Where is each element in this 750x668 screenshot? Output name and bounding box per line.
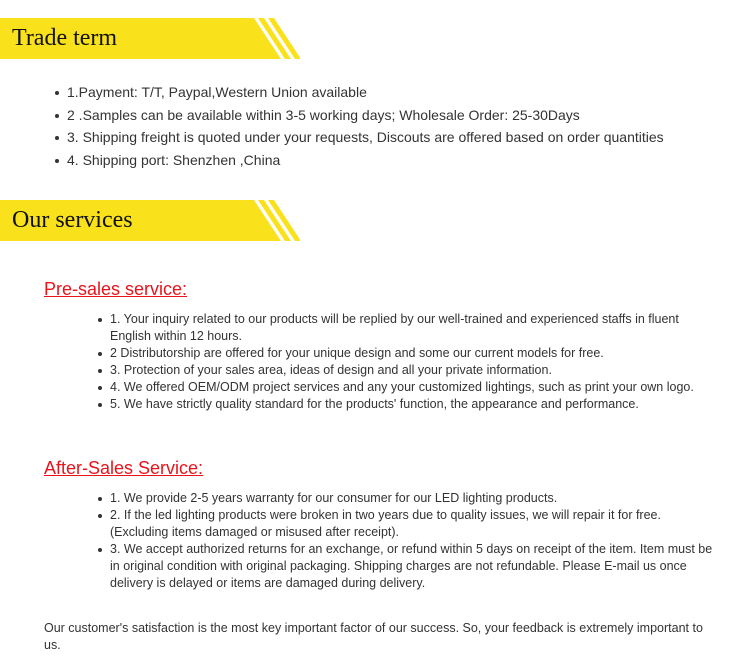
- list-item-line: 1. Your inquiry related to our products will be replied by our well-trained and experienced staffs in fluent: [110, 312, 679, 326]
- list-item: [110, 311, 694, 345]
- list-item: 4. We offered OEM/ODM project services and any your customized lightings, such as print your own logo.: [110, 380, 694, 394]
- list-item: 1.Payment: T/T, Paypal,Western Union available: [67, 81, 664, 104]
- list-item: [110, 507, 712, 541]
- list-item: 2 Distributorship are offered for your unique design and some our current models for free.: [110, 345, 694, 362]
- list-item-line: in original condition with original packaging. Shipping charges are not refundable. Please E-mail us once: [110, 559, 687, 573]
- our-services-title: Our services: [12, 207, 133, 233]
- pre-sales-heading: Pre-sales service:: [44, 279, 188, 299]
- list-item-line: (Excluding items damaged or misused after receipt).: [110, 525, 400, 539]
- list-item-line: delivery is delayed or items are damaged during delivery.: [110, 576, 426, 590]
- list-item: [110, 541, 712, 592]
- pre-sales-list: [110, 311, 694, 413]
- list-item-line: English within 12 hours.: [110, 329, 243, 343]
- list-item: 3. Protection of your sales area, ideas of design and all your private information.: [110, 362, 694, 379]
- list-item: 1. We provide 2-5 years warranty for our consumer for our LED lighting products.: [110, 490, 712, 507]
- after-sales-list: [110, 490, 712, 592]
- footer-line: us.: [44, 638, 61, 652]
- our-services-banner: [0, 200, 300, 241]
- trade-term-list: [67, 81, 664, 171]
- customer-satisfaction-note: [44, 620, 744, 654]
- list-item-line: 2. If the led lighting products were broken in two years due to quality issues, we will repair it for free.: [110, 508, 661, 522]
- list-item: 4. Shipping port: Shenzhen ,China: [67, 149, 664, 172]
- trade-term-title: Trade term: [12, 25, 118, 51]
- footer-line: Our customer's satisfaction is the most key important factor of our success. So, your feedback is extremely important to: [44, 621, 703, 635]
- after-sales-heading: After-Sales Service:: [44, 458, 204, 478]
- list-item-line: 3. We accept authorized returns for an exchange, or refund within 5 days on receipt of the item. Item must be: [110, 542, 713, 556]
- list-item: 3. Shipping freight is quoted under your requests, Discouts are offered based on order quantities: [67, 126, 664, 149]
- trade-term-banner: [0, 18, 300, 59]
- list-item: 5. We have strictly quality standard for the products' function, the appearance and performance.: [110, 396, 694, 413]
- list-item: 2 .Samples can be available within 3-5 working days; Wholesale Order: 25-30Days: [67, 104, 664, 127]
